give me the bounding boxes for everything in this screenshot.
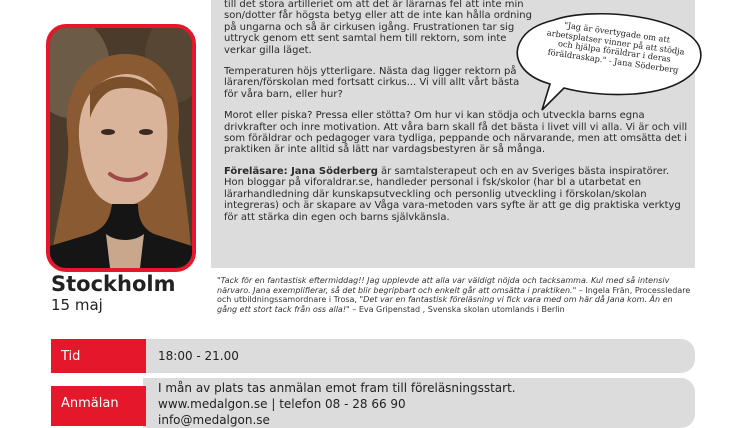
speaker-bio: är samtalsterapeut och en av Sveriges bästa inspiratörer. Hon bloggar på viforaldrar.se, handleder personal i fsk/skolor (har bl a utarbetat en lärarhandledning där kunskapsutveckling och personlig utveckling i förskolan/skolan integreras) och är skapare av Våga vara-metoden vars syfte är att ge dig praktiska verktyg för att stärka din egen och barns självkänsla. bbox=[224, 165, 681, 223]
paragraph-motivation: Morot eller piska? Pressa eller stötta? Om hur vi kan stödja och utveckla barns egna drivkrafter och inre motivation. Att våra barn skall få det bästa i livet vill vi alla. Vi är och vill som föräldrar och pedagoger vara tydliga, peppande och närvarande, men att omsätta det i praktiken är inte alltid så lätt nar vardagsbestyren är så många. bbox=[224, 110, 688, 156]
testimonial-quote-1: "Tack för en fantastisk eftermiddag!! Jag upplevde att alla var väldigt nöjda och tacksamma. Kul med så intensiv närvaro. Jana exemplifierar, så det blir begripbart och enkelt går att omsätta i praktiken." bbox=[217, 276, 670, 295]
testimonial-author-1: – Ingela Frän, Processledare och utbildningssamordnare i Trosa, bbox=[217, 285, 691, 305]
registration-info: I mån av plats tas anmälan emot fram till föreläsningsstart. bbox=[158, 381, 516, 395]
event-city: Stockholm bbox=[51, 272, 176, 296]
testimonial-quote-2: "Det var en fantastisk föreläsning vi fick vara med om här då Jana kom. Än en gång ett stort tack från oss alla!" bbox=[217, 295, 673, 314]
event-date: 15 maj bbox=[51, 296, 103, 314]
registration-contact: www.medalgon.se | telefon 08 - 28 66 90 bbox=[158, 397, 406, 411]
time-value: 18:00 - 21.00 bbox=[158, 349, 239, 363]
paragraph-temperature: Temperaturen höjs ytterligare. Nästa dag ligger rektorn på läraren/förskolan med fortsatt cirkus... Vi vill allt vårt bästa för våra barn, eller hur? bbox=[224, 66, 520, 100]
testimonial-author-2: – Eva Gripenstad , Svenska skolan utomlands i Berlin bbox=[349, 304, 565, 314]
registration-label: Anmälan bbox=[51, 386, 146, 426]
speaker-label: Föreläsare: Jana Söderberg bbox=[224, 165, 378, 177]
testimonials bbox=[217, 276, 695, 314]
speech-bubble-quote: "Jag är övertygade om att arbetsplatser vinner på att stödja och hjälpa föräldrar i deras föräldraskap." - Jana Söderberg bbox=[546, 19, 686, 75]
registration-value-panel bbox=[143, 378, 695, 428]
registration-email: info@medalgon.se bbox=[158, 413, 270, 427]
time-label: Tid bbox=[51, 339, 146, 373]
speaker-photo bbox=[46, 24, 196, 272]
speaker-paragraph bbox=[224, 166, 692, 223]
time-value-panel bbox=[143, 339, 695, 373]
paragraph-intro: till det stora artilleriet om att det är lärarnas fel att inte min son/dotter får högsta betyg eller att de inte kan hålla ordning på ungarna och så är cirkusen igång. Frustrationen tar sig uttryck genom ett sent samtal hem till rektorn, som inte verkar gilla läget. bbox=[224, 0, 532, 56]
